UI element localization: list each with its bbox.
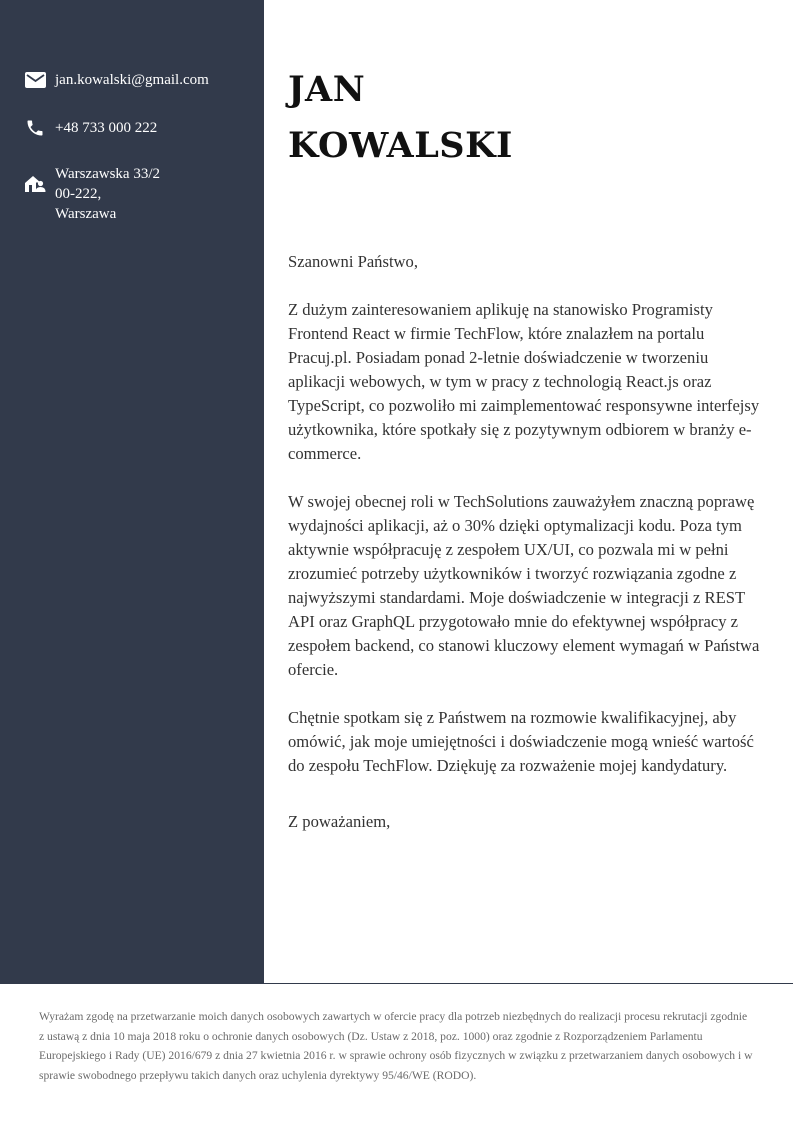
letter-body	[288, 250, 768, 858]
gdpr-consent: Wyrażam zgodę na przetwarzanie moich danych osobowych zawartych w ofercie pracy dla potrzeb niezbędnych do realizacji procesu rekrutacji zgodnie z ustawą z dnia 10 maja 2018 roku o ochronie danych osobowych (Dz. Ustaw z 2018, poz. 1000) oraz zgodnie z Rozporządzeniem Parlamentu Europejskiego i Rady (UE) 2016/679 z dnia 27 kwietnia 2016 r. w sprawie ochrony osób fizycznych w związku z przetwarzaniem danych osobowych i w sprawie swobodnego przepływu takich danych oraz uchylenia dyrektywy 95/46/WE (RODO).	[39, 1010, 753, 1082]
contact-email	[24, 70, 209, 90]
applicant-name	[288, 62, 513, 174]
letter-closing: Z poważaniem,	[288, 812, 391, 831]
address-text	[55, 164, 160, 224]
contact-address	[24, 164, 160, 224]
address-street: Warszawska 33/2	[55, 166, 161, 182]
letter-paragraph: W swojej obecnej roli w TechSolutions zauważyłem znaczną poprawę wydajności aplikacji, aż o 30% dzięki optymalizacji kodu. Poza tym aktywnie współpracuję z zespołem UX/UI, co pozwala mi w pełni zrozumieć potrzeby użytkowników i tworzyć rozwiązania zgodne z najwyższymi standardami. Moje doświadczenie w integracji z REST API oraz GraphQL przygotowało mnie do efektywnej współpracy z zespołem backend, co stanowi kluczowy element wymagań w Państwa ofercie.	[288, 492, 760, 679]
letter-paragraph: Chętnie spotkam się z Państwem na rozmowie kwalifikacyjnej, aby omówić, jak moje umiejętności i doświadczenie mogą wnieść wartość do zespołu TechFlow. Dziękuję za rozważenie mojej kandydatury.	[288, 708, 754, 775]
first-name: JAN	[288, 69, 366, 110]
address-city: Warszawa	[55, 206, 117, 222]
letter-paragraph: Z dużym zainteresowaniem aplikuję na stanowisko Programisty Frontend React w firmie TechFlow, które znalazłem na portalu Pracuj.pl. Posiadam ponad 2-letnie doświadczenie w tworzeniu aplikacji webowych, w tym w pracy z technologią React.js oraz TypeScript, co pozwoliło mi zaimplementować responsywne interfejsy użytkownika, które spotkały się z pozytywnym odbiorem w branży e-commerce.	[288, 300, 760, 463]
phone-text[interactable]: +48 733 000 222	[55, 120, 158, 136]
contact-phone	[24, 118, 157, 138]
letter-greeting: Szanowni Państwo,	[288, 252, 418, 271]
address-postal: 00-222,	[55, 186, 102, 202]
mail-icon	[24, 70, 46, 90]
sidebar	[0, 0, 264, 983]
home-person-icon	[24, 174, 46, 194]
email-text[interactable]: jan.kowalski@gmail.com	[55, 72, 209, 88]
last-name: KOWALSKI	[288, 125, 513, 166]
footer-divider	[0, 983, 793, 984]
phone-icon	[24, 118, 46, 138]
